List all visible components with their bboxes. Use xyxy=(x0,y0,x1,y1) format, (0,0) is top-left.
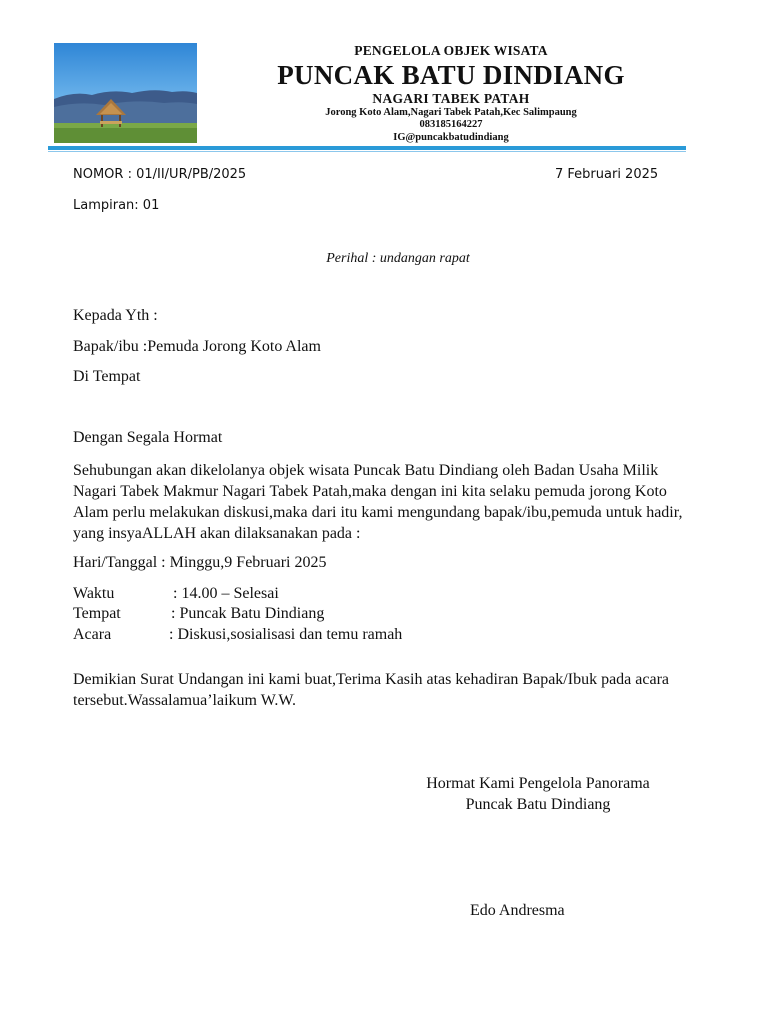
letterhead-organization: PENGELOLA OBJEK WISATA xyxy=(354,43,548,58)
event-date: Hari/Tanggal : Minggu,9 Februari 2025 xyxy=(73,554,327,571)
recipient-to: Kepada Yth : xyxy=(73,307,158,324)
event-time-row xyxy=(73,585,279,603)
event-time-value: : 14.00 – Selesai xyxy=(173,585,279,602)
event-agenda-row xyxy=(73,626,402,644)
letter-number: NOMOR : 01/II/UR/PB/2025 xyxy=(73,167,247,182)
recipient-name: Bapak/ibu :Pemuda Jorong Koto Alam xyxy=(73,338,321,355)
letterhead-instagram: IG@puncakbatudindiang xyxy=(393,132,509,143)
letter-attachment: Lampiran: 01 xyxy=(73,198,160,213)
closing-line-2: Puncak Batu Dindiang xyxy=(465,796,611,813)
event-place-label: Tempat xyxy=(73,605,121,622)
event-agenda-label: Acara xyxy=(73,626,112,643)
mountain-gazebo-photo-icon xyxy=(54,43,197,143)
header-divider xyxy=(48,146,686,150)
event-place-row xyxy=(73,605,324,623)
event-place-value: : Puncak Batu Dindiang xyxy=(171,605,325,622)
letterhead-address: Jorong Koto Alam,Nagari Tabek Patah,Kec Salimpaung xyxy=(325,107,577,118)
letter-date: 7 Februari 2025 xyxy=(555,167,659,182)
body-paragraph-1: Sehubungan akan dikelolanya objek wisata Puncak Batu Dindiang oleh Badan Usaha Milik Nagari Tabek Makmur Nagari Tabek Patah,maka dengan ini kita selaku pemuda jorong Koto Alam perlu melakukan diskusi,maka dari itu kami mengundang bapak/ibu,pemuda untuk hadir, yang insyaALLAH akan dilaksanakan pada : xyxy=(73,462,683,542)
greeting: Dengan Segala Hormat xyxy=(73,429,223,446)
letterhead-nagari: NAGARI TABEK PATAH xyxy=(372,91,530,106)
signer-name: Edo Andresma xyxy=(470,902,565,919)
closing-line-1: Hormat Kami Pengelola Panorama xyxy=(426,775,650,792)
event-time-label: Waktu xyxy=(73,585,115,602)
header-divider-thin xyxy=(48,151,686,152)
recipient-place: Di Tempat xyxy=(73,368,141,385)
body-paragraph-2: Demikian Surat Undangan ini kami buat,Terima Kasih atas kehadiran Bapak/Ibuk pada acara tersebut.Wassalamua’laikum W.W. xyxy=(73,671,669,709)
letter-subject: Perihal : undangan rapat xyxy=(326,251,470,266)
letterhead-title: PUNCAK BATU DINDIANG xyxy=(277,60,625,90)
letterhead-phone: 083185164227 xyxy=(419,119,483,130)
event-agenda-value: : Diskusi,sosialisasi dan temu ramah xyxy=(169,626,403,643)
